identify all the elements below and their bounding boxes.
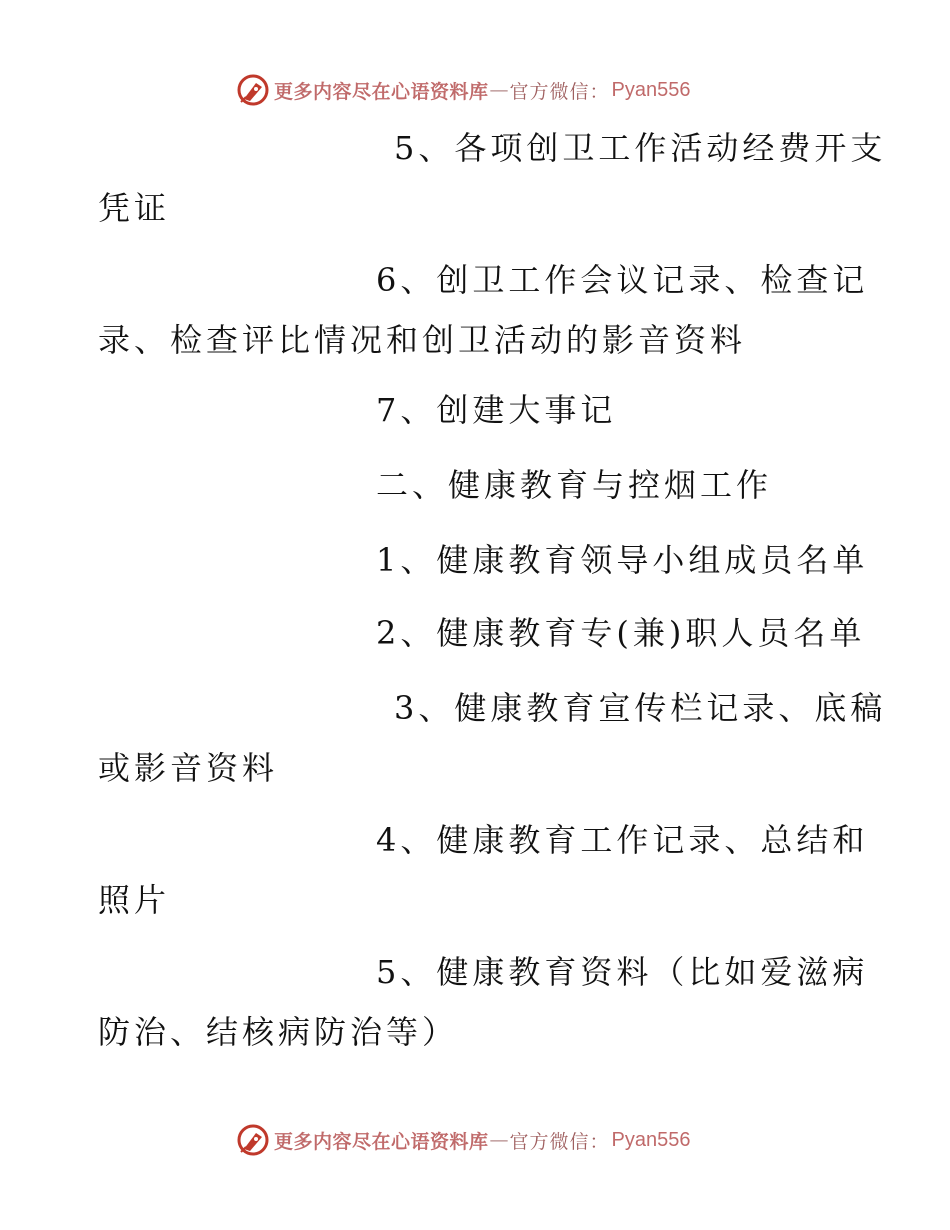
footer-watermark: [236, 1120, 691, 1160]
section-heading: [98, 455, 878, 515]
paragraph-line: 7、创建大事记: [376, 391, 617, 429]
watermark-sub-text: 官方微信：: [509, 1130, 610, 1153]
paragraph-line: 3、健康教育宣传栏记录、底稿: [394, 689, 887, 727]
paragraph-line: 2、健康教育专(兼)职人员名单: [376, 614, 866, 652]
paragraph-line: 二、健康教育与控烟工作: [376, 466, 773, 504]
paragraph-line: 5、各项创卫工作活动经费开支: [394, 129, 887, 167]
paragraph-line: 防治、结核病防治等）: [98, 1013, 459, 1051]
paragraph-line: 或影音资料: [98, 749, 279, 787]
paragraph-line: 6、创卫工作会议记录、检查记: [376, 261, 869, 299]
watermark-dash: —: [489, 79, 509, 101]
paragraph-line: 4、健康教育工作记录、总结和: [376, 821, 869, 859]
paragraph-line: 录、检查评比情况和创卫活动的影音资料: [98, 321, 747, 359]
pen-nib-logo-icon: [236, 1123, 270, 1157]
paragraph-line: 5、健康教育资料（比如爱滋病: [376, 953, 869, 991]
paragraph-item: [98, 678, 887, 798]
paragraph-item: [98, 380, 878, 440]
watermark-sub-text: 官方微信：: [509, 80, 610, 103]
watermark-dash: —: [489, 1129, 509, 1151]
watermark-id-text: Pyan556: [611, 1128, 691, 1151]
watermark-main-text: 更多内容尽在心语资料库: [274, 1130, 489, 1153]
paragraph-item: [98, 250, 878, 370]
header-watermark: [236, 70, 691, 110]
paragraph-item: [98, 810, 878, 930]
watermark-id-text: Pyan556: [611, 78, 691, 101]
watermark-main-text: 更多内容尽在心语资料库: [274, 80, 489, 103]
paragraph-item: [98, 603, 878, 663]
paragraph-item: [98, 118, 887, 238]
paragraph-line: 凭证: [98, 189, 171, 227]
paragraph-item: [98, 530, 878, 590]
pen-nib-logo-icon: [236, 73, 270, 107]
paragraph-line: 1、健康教育领导小组成员名单: [376, 541, 869, 579]
paragraph-line: 照片: [98, 881, 171, 919]
paragraph-item: [98, 942, 878, 1062]
